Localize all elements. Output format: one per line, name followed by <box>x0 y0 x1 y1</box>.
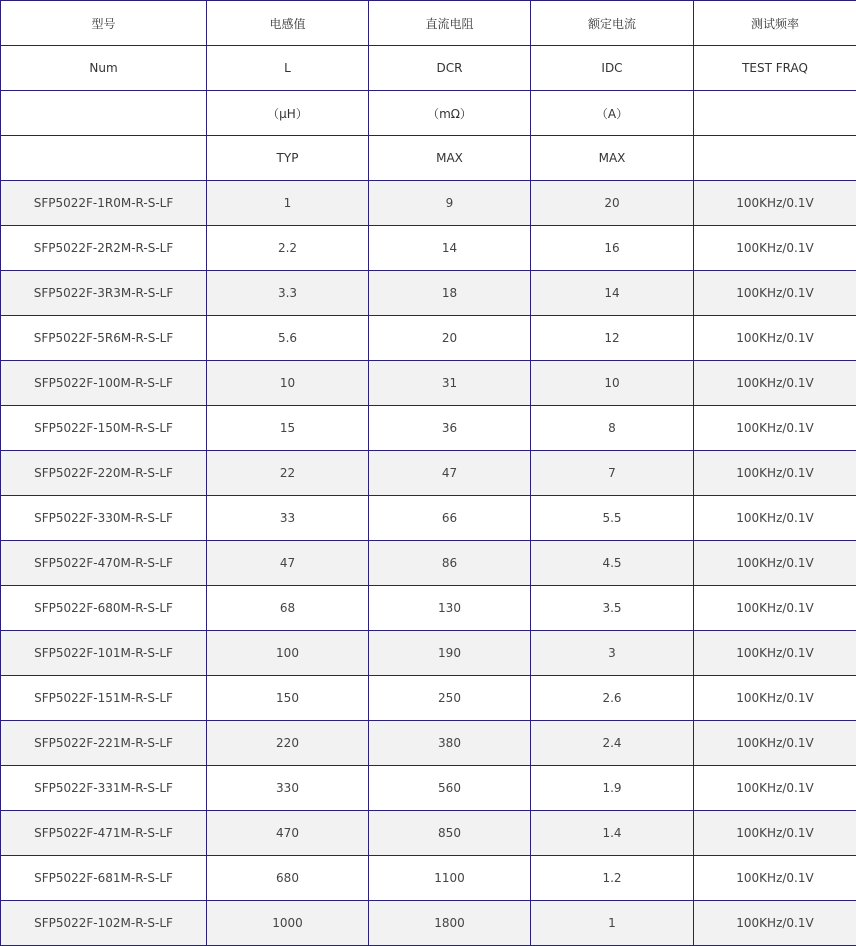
table-row <box>1 901 856 946</box>
inductance-cell: 100 <box>207 631 369 676</box>
table-row <box>1 181 856 226</box>
inductance-cell: 680 <box>207 856 369 901</box>
model-cell: SFP5022F-220M-R-S-LF <box>1 451 207 496</box>
header-row-names <box>1 1 856 46</box>
current-cell: 10 <box>531 361 694 406</box>
table-row <box>1 541 856 586</box>
current-cell: 7 <box>531 451 694 496</box>
inductance-cell: 1000 <box>207 901 369 946</box>
table-row <box>1 856 856 901</box>
header-cell-max-idc: MAX <box>531 136 694 181</box>
inductance-cell: 22 <box>207 451 369 496</box>
header-cell-empty <box>1 91 207 136</box>
table-row <box>1 496 856 541</box>
header-row-units <box>1 91 856 136</box>
model-cell: SFP5022F-101M-R-S-LF <box>1 631 207 676</box>
inductance-cell: 15 <box>207 406 369 451</box>
table-row <box>1 271 856 316</box>
model-cell: SFP5022F-2R2M-R-S-LF <box>1 226 207 271</box>
current-cell: 16 <box>531 226 694 271</box>
inductance-cell: 150 <box>207 676 369 721</box>
model-cell: SFP5022F-1R0M-R-S-LF <box>1 181 207 226</box>
test-freq-cell: 100KHz/0.1V <box>694 766 856 811</box>
table-row <box>1 361 856 406</box>
current-cell: 3.5 <box>531 586 694 631</box>
dcr-cell: 31 <box>369 361 531 406</box>
current-cell: 4.5 <box>531 541 694 586</box>
header-cell-empty <box>1 136 207 181</box>
dcr-cell: 560 <box>369 766 531 811</box>
current-cell: 2.6 <box>531 676 694 721</box>
current-cell: 2.4 <box>531 721 694 766</box>
test-freq-cell: 100KHz/0.1V <box>694 451 856 496</box>
model-cell: SFP5022F-151M-R-S-LF <box>1 676 207 721</box>
current-cell: 5.5 <box>531 496 694 541</box>
dcr-cell: 18 <box>369 271 531 316</box>
test-freq-cell: 100KHz/0.1V <box>694 181 856 226</box>
table-row <box>1 811 856 856</box>
inductance-cell: 1 <box>207 181 369 226</box>
header-cell-rated-current: 额定电流 <box>531 1 694 46</box>
test-freq-cell: 100KHz/0.1V <box>694 811 856 856</box>
current-cell: 1.9 <box>531 766 694 811</box>
dcr-cell: 66 <box>369 496 531 541</box>
test-freq-cell: 100KHz/0.1V <box>694 856 856 901</box>
dcr-cell: 130 <box>369 586 531 631</box>
test-freq-cell: 100KHz/0.1V <box>694 586 856 631</box>
current-cell: 20 <box>531 181 694 226</box>
model-cell: SFP5022F-471M-R-S-LF <box>1 811 207 856</box>
header-cell-empty <box>694 136 856 181</box>
model-cell: SFP5022F-681M-R-S-LF <box>1 856 207 901</box>
model-cell: SFP5022F-150M-R-S-LF <box>1 406 207 451</box>
header-cell-unit-a: （A） <box>531 91 694 136</box>
header-cell-empty <box>694 91 856 136</box>
model-cell: SFP5022F-221M-R-S-LF <box>1 721 207 766</box>
test-freq-cell: 100KHz/0.1V <box>694 406 856 451</box>
current-cell: 12 <box>531 316 694 361</box>
model-cell: SFP5022F-5R6M-R-S-LF <box>1 316 207 361</box>
header-row-symbols <box>1 46 856 91</box>
inductance-cell: 220 <box>207 721 369 766</box>
table-row <box>1 226 856 271</box>
dcr-cell: 190 <box>369 631 531 676</box>
header-cell-test-fraq: TEST FRAQ <box>694 46 856 91</box>
model-cell: SFP5022F-3R3M-R-S-LF <box>1 271 207 316</box>
current-cell: 8 <box>531 406 694 451</box>
header-cell-unit-mohm: （mΩ） <box>369 91 531 136</box>
table-body <box>1 1 856 946</box>
dcr-cell: 20 <box>369 316 531 361</box>
test-freq-cell: 100KHz/0.1V <box>694 541 856 586</box>
inductance-cell: 470 <box>207 811 369 856</box>
test-freq-cell: 100KHz/0.1V <box>694 631 856 676</box>
dcr-cell: 36 <box>369 406 531 451</box>
table-row <box>1 316 856 361</box>
model-cell: SFP5022F-680M-R-S-LF <box>1 586 207 631</box>
test-freq-cell: 100KHz/0.1V <box>694 901 856 946</box>
header-cell-num: Num <box>1 46 207 91</box>
inductance-cell: 10 <box>207 361 369 406</box>
dcr-cell: 86 <box>369 541 531 586</box>
header-cell-test-frequency: 测试频率 <box>694 1 856 46</box>
table-row <box>1 676 856 721</box>
test-freq-cell: 100KHz/0.1V <box>694 496 856 541</box>
table-row <box>1 721 856 766</box>
model-cell: SFP5022F-330M-R-S-LF <box>1 496 207 541</box>
dcr-cell: 1800 <box>369 901 531 946</box>
test-freq-cell: 100KHz/0.1V <box>694 721 856 766</box>
inductance-cell: 3.3 <box>207 271 369 316</box>
model-cell: SFP5022F-100M-R-S-LF <box>1 361 207 406</box>
current-cell: 14 <box>531 271 694 316</box>
header-cell-dcr: 直流电阻 <box>369 1 531 46</box>
table-row <box>1 766 856 811</box>
test-freq-cell: 100KHz/0.1V <box>694 316 856 361</box>
test-freq-cell: 100KHz/0.1V <box>694 676 856 721</box>
inductance-cell: 330 <box>207 766 369 811</box>
header-cell-typ: TYP <box>207 136 369 181</box>
header-cell-unit-uh: （μH） <box>207 91 369 136</box>
test-freq-cell: 100KHz/0.1V <box>694 361 856 406</box>
dcr-cell: 1100 <box>369 856 531 901</box>
test-freq-cell: 100KHz/0.1V <box>694 226 856 271</box>
inductance-cell: 33 <box>207 496 369 541</box>
dcr-cell: 850 <box>369 811 531 856</box>
dcr-cell: 14 <box>369 226 531 271</box>
inductance-cell: 68 <box>207 586 369 631</box>
model-cell: SFP5022F-470M-R-S-LF <box>1 541 207 586</box>
dcr-cell: 250 <box>369 676 531 721</box>
header-cell-model: 型号 <box>1 1 207 46</box>
header-cell-inductance: 电感值 <box>207 1 369 46</box>
current-cell: 1.4 <box>531 811 694 856</box>
header-cell-l: L <box>207 46 369 91</box>
current-cell: 1 <box>531 901 694 946</box>
table-row <box>1 406 856 451</box>
current-cell: 3 <box>531 631 694 676</box>
model-cell: SFP5022F-102M-R-S-LF <box>1 901 207 946</box>
header-cell-dcr-symbol: DCR <box>369 46 531 91</box>
dcr-cell: 380 <box>369 721 531 766</box>
inductance-cell: 47 <box>207 541 369 586</box>
dcr-cell: 47 <box>369 451 531 496</box>
table-row <box>1 586 856 631</box>
inductance-cell: 2.2 <box>207 226 369 271</box>
table-row <box>1 451 856 496</box>
header-row-qualifiers <box>1 136 856 181</box>
table-row <box>1 631 856 676</box>
model-cell: SFP5022F-331M-R-S-LF <box>1 766 207 811</box>
dcr-cell: 9 <box>369 181 531 226</box>
inductance-cell: 5.6 <box>207 316 369 361</box>
current-cell: 1.2 <box>531 856 694 901</box>
header-cell-max-dcr: MAX <box>369 136 531 181</box>
test-freq-cell: 100KHz/0.1V <box>694 271 856 316</box>
header-cell-idc: IDC <box>531 46 694 91</box>
